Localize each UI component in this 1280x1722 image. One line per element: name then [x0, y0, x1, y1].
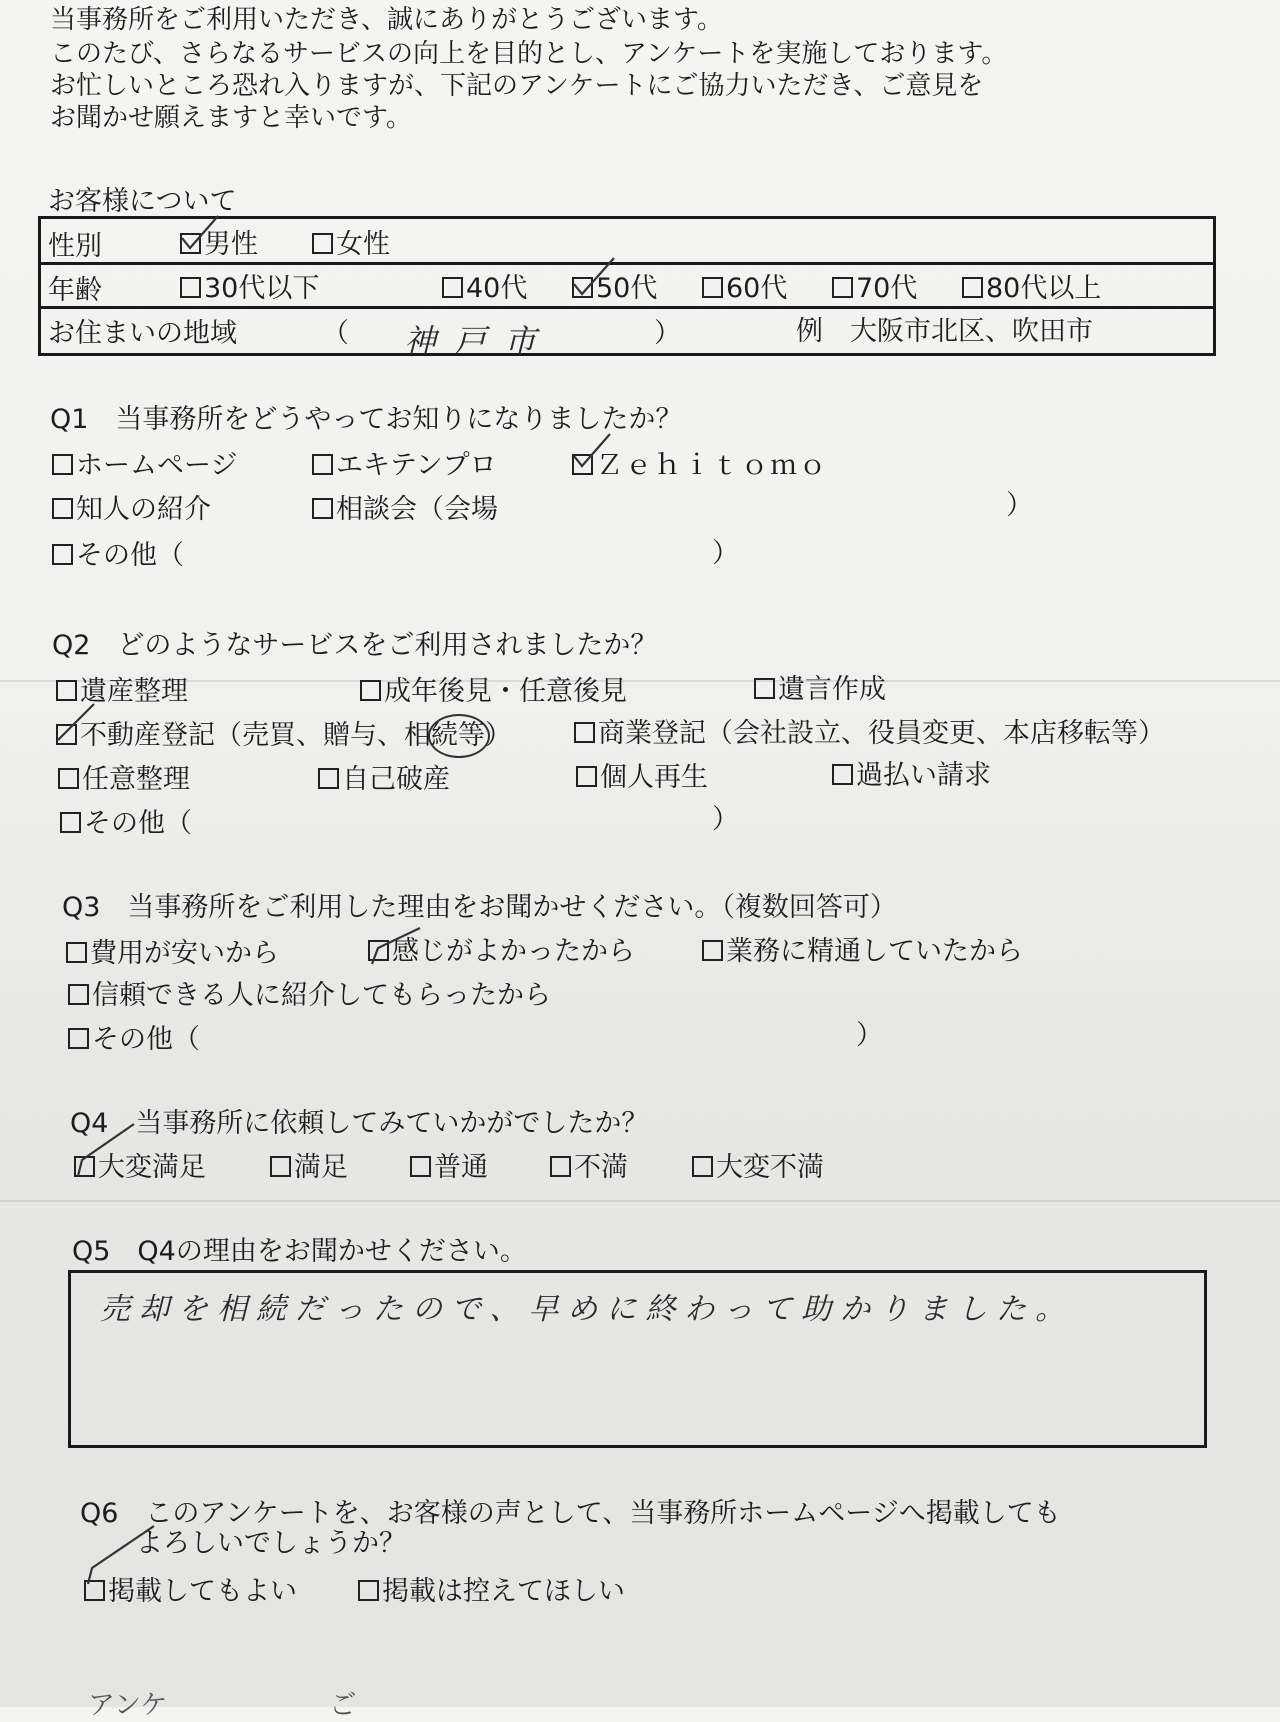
q4-satisfied-option[interactable]: 満足: [270, 1152, 348, 1184]
paper-fold: [0, 1200, 1280, 1202]
checkbox-icon[interactable]: [550, 1156, 571, 1177]
checkmark-icon: [178, 212, 224, 258]
q1-title: Q1 当事務所をどうやってお知りになりましたか？: [50, 404, 683, 435]
intro-line: お聞かせ願えますと幸いです。: [50, 103, 412, 133]
q2-will-option[interactable]: 遺言作成: [754, 674, 886, 706]
q6-title-line2: よろしいでしょうか？: [136, 1528, 406, 1559]
age-label: 年齢: [48, 275, 102, 306]
customer-heading: お客様について: [48, 186, 237, 217]
checkbox-icon[interactable]: [832, 764, 853, 785]
checkmark-icon: [570, 430, 616, 476]
area-label: お住まいの地域: [48, 318, 237, 349]
checkmark-icon: [54, 700, 100, 746]
checkbox-icon[interactable]: [358, 1580, 379, 1601]
checkmark-icon: [72, 1120, 142, 1180]
q1-other-option[interactable]: その他（: [52, 540, 184, 572]
table-divider: [38, 306, 1216, 309]
checkbox-icon[interactable]: [360, 680, 381, 701]
checkbox-icon[interactable]: [312, 498, 333, 519]
checkbox-icon[interactable]: [52, 454, 73, 475]
q3-title: Q3 当事務所をご利用した理由をお聞かせください。（複数回答可）: [62, 892, 897, 923]
q5-answer-handwritten[interactable]: 売却を相続だったので、早めに終わって助かりました。: [100, 1292, 1075, 1327]
checkbox-icon[interactable]: [576, 766, 597, 787]
paper-fold: [0, 680, 1280, 682]
age-70-option[interactable]: 70代: [832, 273, 917, 305]
circle-mark-icon: [428, 714, 490, 758]
checkbox-icon[interactable]: [312, 233, 333, 254]
q1-other-close: ）: [712, 538, 739, 569]
checkmark-icon: [570, 254, 620, 304]
q4-very-dissatisfied-option[interactable]: 大変不満: [692, 1152, 824, 1184]
checkbox-icon[interactable]: [180, 277, 201, 298]
checkbox-icon[interactable]: [58, 768, 79, 789]
age-50-option[interactable]: 50代: [572, 273, 657, 305]
checkbox-icon[interactable]: [68, 984, 89, 1005]
q1-referral-option[interactable]: 知人の紹介: [52, 494, 211, 526]
checkbox-icon[interactable]: [754, 678, 775, 699]
q1-ekiten-option[interactable]: エキテンプロ: [312, 450, 497, 482]
checkbox-icon[interactable]: [702, 277, 723, 298]
checkbox-icon[interactable]: [52, 498, 73, 519]
checkbox-icon[interactable]: [442, 277, 463, 298]
q4-title: Q4 当事務所に依頼してみていかがでしたか？: [70, 1108, 649, 1139]
q2-estate-option[interactable]: 遺産整理: [56, 676, 188, 708]
q2-bankruptcy-option[interactable]: 自己破産: [318, 764, 450, 796]
q3-expert-option[interactable]: 業務に精通していたから: [702, 936, 1023, 968]
age-60-option[interactable]: 60代: [702, 273, 787, 305]
intro-line: このたび、さらなるサービスの向上を目的とし、アンケートを実施しております。: [50, 39, 1008, 69]
intro-line: 当事務所をご利用いただき、誠にありがとうございます。: [50, 5, 723, 35]
checkbox-icon[interactable]: [318, 768, 339, 789]
q4-very-satisfied-option[interactable]: 大変満足: [74, 1152, 206, 1184]
checkmark-icon: [366, 922, 426, 972]
gender-male-option[interactable]: 男性: [180, 229, 258, 261]
checkbox-icon[interactable]: [832, 277, 853, 298]
q6-ok-option[interactable]: 掲載してもよい: [84, 1576, 297, 1608]
q3-feeling-option[interactable]: 感じがよかったから: [368, 936, 635, 968]
q2-title: Q2 どのようなサービスをご利用されましたか？: [52, 630, 658, 661]
q6-no-option[interactable]: 掲載は控えてほしい: [358, 1576, 625, 1608]
area-example: 例 大阪市北区、吹田市: [796, 316, 1093, 347]
q2-commercial-option[interactable]: 商業登記（会社設立、役員変更、本店移転等）: [574, 718, 1165, 750]
q2-voluntary-option[interactable]: 任意整理: [58, 764, 190, 796]
checkbox-icon[interactable]: [410, 1156, 431, 1177]
q3-cheap-option[interactable]: 費用が安いから: [66, 938, 279, 970]
area-open-paren: （: [322, 318, 349, 349]
q1-seminar-close: ）: [1006, 490, 1033, 521]
checkbox-icon[interactable]: [702, 940, 723, 961]
q1-homepage-option[interactable]: ホームページ: [52, 450, 237, 482]
checkbox-icon[interactable]: [66, 942, 87, 963]
q4-dissatisfied-option[interactable]: 不満: [550, 1152, 628, 1184]
age-30-option[interactable]: 30代以下: [180, 273, 319, 305]
q2-other-close: ）: [712, 804, 739, 835]
age-80-option[interactable]: 80代以上: [962, 273, 1101, 305]
area-value-handwritten[interactable]: 神戸市: [404, 322, 555, 360]
q6-title: Q6 このアンケートを、お客様の声として、当事務所ホームページへ掲載しても: [80, 1498, 1061, 1529]
gender-female-option[interactable]: 女性: [312, 229, 390, 261]
checkbox-icon[interactable]: [52, 544, 73, 565]
q1-zehitomo-option[interactable]: Ｚｅｈｉｔｏｍｏ: [572, 450, 828, 482]
gender-label: 性別: [48, 231, 102, 262]
area-close-paren: ）: [654, 318, 681, 349]
q3-trusted-option[interactable]: 信頼できる人に紹介してもらったから: [68, 980, 551, 1012]
checkbox-icon[interactable]: [692, 1156, 713, 1177]
q4-normal-option[interactable]: 普通: [410, 1152, 488, 1184]
q2-guardian-option[interactable]: 成年後見・任意後見: [360, 676, 627, 708]
intro-line: お忙しいところ恐れ入りますが、下記のアンケートにご協力いただき、ご意見を: [50, 71, 984, 101]
q3-other-option[interactable]: その他（: [68, 1024, 200, 1056]
checkbox-icon[interactable]: [962, 277, 983, 298]
checkbox-icon[interactable]: [68, 1028, 89, 1049]
checkbox-icon[interactable]: [270, 1156, 291, 1177]
q2-realestate-option[interactable]: 不動産登記（売買、贈与、相続等）: [56, 720, 512, 752]
q5-title: Q5 Q4の理由をお聞かせください。: [72, 1236, 527, 1267]
checkbox-icon[interactable]: [56, 680, 77, 701]
checkbox-icon[interactable]: [312, 454, 333, 475]
q3-other-close: ）: [856, 1020, 883, 1051]
footer-fragment: アンケ ご: [88, 1690, 546, 1721]
age-40-option[interactable]: 40代: [442, 273, 527, 305]
checkmark-icon: [82, 1520, 162, 1590]
q2-other-option[interactable]: その他（: [60, 808, 192, 840]
q1-seminar-option[interactable]: 相談会（会場: [312, 494, 498, 526]
checkbox-icon[interactable]: [574, 722, 595, 743]
q2-rehab-option[interactable]: 個人再生: [576, 762, 708, 794]
table-divider: [38, 262, 1216, 265]
checkbox-icon[interactable]: [60, 812, 81, 833]
q2-overpay-option[interactable]: 過払い請求: [832, 760, 991, 792]
